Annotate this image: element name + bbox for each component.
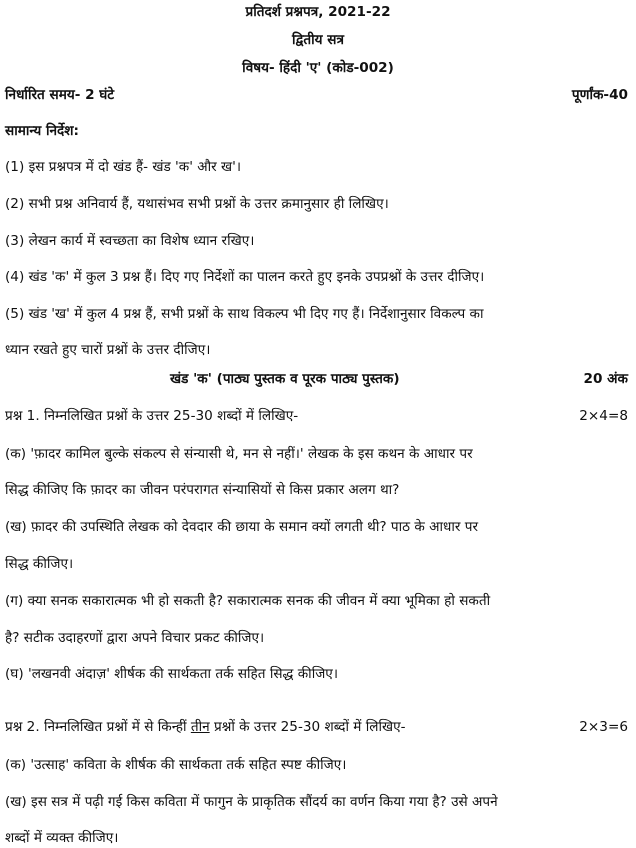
time-marks-row [5, 87, 628, 103]
question-1-line: (क) 'फ़ादर कामिल बुल्के संकल्प से संन्यासी थे, मन से नहीं।' लेखक के इस कथन के आधार पर [5, 446, 473, 462]
instruction-item: (3) लेखन कार्य में स्वच्छता का विशेष ध्यान रखिए। [5, 233, 255, 249]
question-1-line: (ख) फ़ादर की उपस्थिति लेखक को देवदार की छाया के समान क्यों लगती थी? पाठ के आधार पर [5, 519, 479, 535]
question-2-row [5, 719, 628, 735]
question-1-marks: 2×4=8 [579, 408, 628, 424]
question-1-row [5, 408, 628, 424]
question-1-line: सिद्ध कीजिए कि फ़ादर का जीवन परंपरागत संन्यासियों से किस प्रकार अलग था? [5, 482, 400, 498]
question-1-text: प्रश्न 1. निम्नलिखित प्रश्नों के उत्तर 25-30 शब्दों में लिखिए- [5, 408, 299, 424]
question-2-line: (क) 'उत्साह' कविता के शीर्षक की सार्थकता तर्क सहित स्पष्ट कीजिए। [5, 757, 347, 773]
instruction-item: (4) खंड 'क' में कुल 3 प्रश्न हैं। दिए गए निर्देशों का पालन करते हुए इनके उपप्रश्नों के उत्तर दीजिए। [5, 269, 485, 285]
term-label: द्वितीय सत्र [292, 32, 344, 48]
instructions-heading: सामान्य निर्देश: [5, 123, 79, 139]
question-2-text: प्रश्न 2. निम्नलिखित प्रश्नों में से किन्हीं तीन प्रश्नों के उत्तर 25-30 शब्दों में लिखिए- [5, 719, 406, 735]
question-2-line: (ख) इस सत्र में पढ़ी गई किस कविता में फागुन के प्राकृतिक सौंदर्य का वर्णन किया गया है? उसे अपने [5, 794, 498, 810]
section-a-marks: 20 अंक [583, 371, 628, 387]
question-1-line: (घ) 'लखनवी अंदाज़' शीर्षक की सार्थकता तर्क सहित सिद्ध कीजिए। [5, 666, 338, 682]
question-1-line: सिद्ध कीजिए। [5, 556, 74, 572]
instruction-item: (5) खंड 'ख' में कुल 4 प्रश्न हैं, सभी प्रश्नों के साथ विकल्प भी दिए गए हैं। निर्देशानुसार विकल्प का [5, 306, 484, 322]
instruction-item: ध्यान रखते हुए चारों प्रश्नों के उत्तर दीजिए। [5, 342, 211, 358]
instruction-item: (2) सभी प्रश्न अनिवार्य हैं, यथासंभव सभी प्रश्नों के उत्तर क्रमानुसार ही लिखिए। [5, 196, 389, 212]
paper-title: प्रतिदर्श प्रश्नपत्र, 2021-22 [245, 4, 391, 20]
question-1-line: (ग) क्या सनक सकारात्मक भी हो सकती है? सकारात्मक सनक की जीवन में क्या भूमिका हो सकती [5, 593, 491, 609]
underlined-word: तीन [190, 719, 210, 735]
question-2-line: शब्दों में व्यक्त कीजिए। [5, 830, 119, 846]
section-a-heading: खंड 'क' (पाठ्य पुस्तक व पूरक पाठ्य पुस्तक) [170, 371, 400, 387]
max-marks: पूर्णांक-40 [571, 87, 628, 103]
question-1-line: है? सटीक उदाहरणों द्वारा अपने विचार प्रकट कीजिए। [5, 630, 265, 646]
time-allowed: निर्धारित समय- 2 घंटे [5, 87, 115, 103]
question-2-marks: 2×3=6 [579, 719, 628, 735]
subject-label: विषय- हिंदी 'ए' (कोड-002) [242, 60, 394, 76]
instruction-item: (1) इस प्रश्नपत्र में दो खंड हैं- खंड 'क' और ख'। [5, 159, 242, 175]
